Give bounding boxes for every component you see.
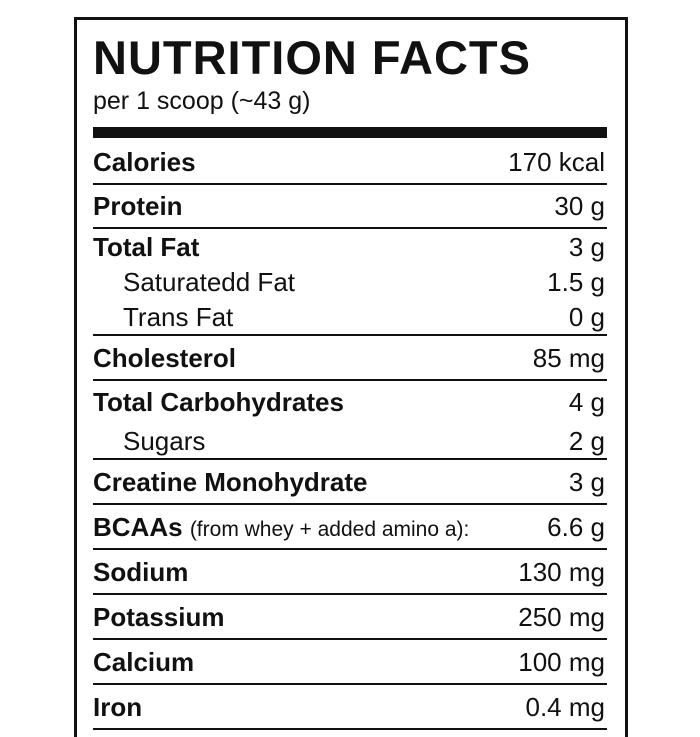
nutrient-name: Saturatedd Fat [123,266,295,297]
label-title: NUTRITION FACTS [93,31,531,84]
nutrient-row-protein [93,185,607,229]
nutrient-value: 30 g [554,191,605,221]
nutrient-row-cholesterol [93,336,607,381]
nutrient-name: Protein [93,191,183,221]
nutrient-row-potassium [93,595,607,640]
nutrient-row-calories [93,140,607,185]
serving-size: per 1 scoop (~43 g) [93,87,311,115]
nutrient-value: 4 g [568,387,605,417]
nutrient-value: 130 mg [518,556,605,587]
nutrient-value: 0 g [568,301,605,332]
nutrient-note: (from whey + added amino a): [189,517,470,541]
nutrient-group-fat [93,229,607,336]
nutrient-row-saturated-fat [93,264,607,299]
nutrient-list [93,140,607,730]
nutrient-value: 3 g [568,231,605,262]
nutrient-name: Sugars [123,425,206,456]
nutrient-row-calcium [93,640,607,685]
nutrient-row-trans-fat [93,299,607,334]
nutrient-row-total-fat [93,229,607,264]
nutrient-name: Iron [93,691,143,722]
nutrient-name: Trans Fat [123,301,234,332]
nutrient-group-carbs [93,381,607,460]
nutrient-row-bcaas [93,505,607,550]
nutrition-label [74,17,628,737]
nutrient-name: Total Fat [93,231,200,262]
nutrient-row-creatine [93,460,607,505]
thick-divider [93,127,607,138]
nutrient-value: 85 mg [532,342,605,373]
nutrient-name: Total Carbohydrates [93,387,344,417]
nutrient-name: Sodium [93,556,189,587]
nutrient-value: 170 kcal [508,146,605,177]
nutrient-name: Cholesterol [93,342,237,373]
nutrient-value: 1.5 g [547,266,605,297]
nutrient-name: Calcium [93,646,195,677]
nutrient-value: 3 g [568,466,605,497]
nutrient-name: Calories [93,146,196,177]
nutrient-row-sodium [93,550,607,595]
nutrient-value: 100 mg [518,646,605,677]
nutrient-row-iron [93,685,607,730]
nutrient-row-total-carbohydrates [93,381,607,423]
nutrient-value: 6.6 g [547,511,605,542]
nutrient-name: Potassium [93,601,225,632]
nutrient-row-sugars [93,423,607,458]
nutrient-name-bold: BCAAs [93,511,183,542]
nutrient-name: Creatine Monohydrate [93,466,368,497]
nutrient-value: 0.4 mg [525,691,605,722]
nutrient-value: 2 g [568,425,605,456]
nutrient-value: 250 mg [518,601,605,632]
nutrient-name [93,511,470,542]
